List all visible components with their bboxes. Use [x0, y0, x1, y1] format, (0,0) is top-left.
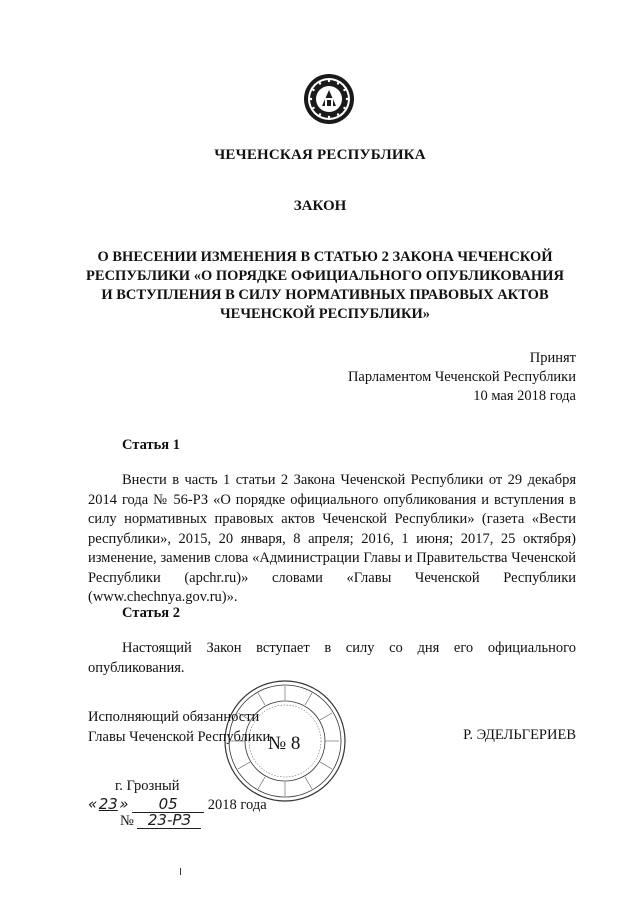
article-2-heading: Статья 2: [122, 605, 180, 621]
date-month: 05: [132, 796, 204, 813]
law-title: [60, 248, 590, 324]
date-day: 23: [98, 795, 118, 813]
adoption-block: [348, 349, 576, 406]
adoption-line: Парламентом Чеченской Республики: [347, 369, 576, 385]
signer-position-line: Главы Чеченской Республики: [88, 728, 271, 745]
signer-name: Р. ЭДЕЛЬГЕРИЕВ: [463, 727, 576, 743]
date-year: 2018 года: [207, 797, 267, 813]
law-title-line: ЧЕЧЕНСКОЙ РЕСПУБЛИКИ»: [220, 306, 430, 322]
coat-of-arms-emblem: [302, 72, 356, 126]
signer-position-line: Исполняющий обязанности: [88, 709, 260, 725]
signer-position: [88, 708, 270, 747]
place-of-signing: г. Грозный: [115, 778, 180, 794]
law-number-value: 23-РЗ: [137, 812, 201, 829]
adoption-line: Принят: [529, 350, 576, 366]
date-open-quote: «: [88, 795, 98, 813]
law-number-prefix: №: [120, 813, 134, 829]
law-title-line: О ВНЕСЕНИИ ИЗМЕНЕНИЯ В СТАТЬЮ 2 ЗАКОНА ЧЕЧЕНСКОЙ: [97, 249, 553, 265]
law-title-line: РЕСПУБЛИКИ «О ПОРЯДКЕ ОФИЦИАЛЬНОГО ОПУБЛИКОВАНИЯ: [86, 268, 564, 284]
adoption-date: 10 мая 2018 года: [473, 388, 576, 404]
article-1-heading: Статья 1: [122, 437, 180, 453]
article-2-text: Настоящий Закон вступает в силу со дня его официального опубликования.: [88, 640, 576, 676]
date-close-quote: »: [119, 795, 129, 813]
seal-number: № 8: [268, 733, 301, 754]
page-mark: [180, 868, 181, 875]
law-number: [120, 812, 201, 830]
law-title-line: И ВСТУПЛЕНИЯ В СИЛУ НОРМАТИВНЫХ ПРАВОВЫХ АКТОВ: [101, 287, 549, 303]
state-name: ЧЕЧЕНСКАЯ РЕСПУБЛИКА: [214, 147, 426, 163]
article-1-text: Внести в часть 1 статьи 2 Закона Чеченской Республики от 29 декабря 2014 года № 56-РЗ «О порядке официального опубликования и вступления в силу нормативных правовых актов Чеченской Республики» (газета «Вести республики», 2015, 20 января, 8 апреля; 2016, 1 июня; 2017, 25 октября) изменение, заменив слова «Администрации Главы и Правительства Чеченской Республики (apchr.ru)» словами «Главы Чеченской Республики (www.chechnya.gov.ru)».: [88, 472, 576, 605]
document-type: ЗАКОН: [293, 198, 347, 214]
